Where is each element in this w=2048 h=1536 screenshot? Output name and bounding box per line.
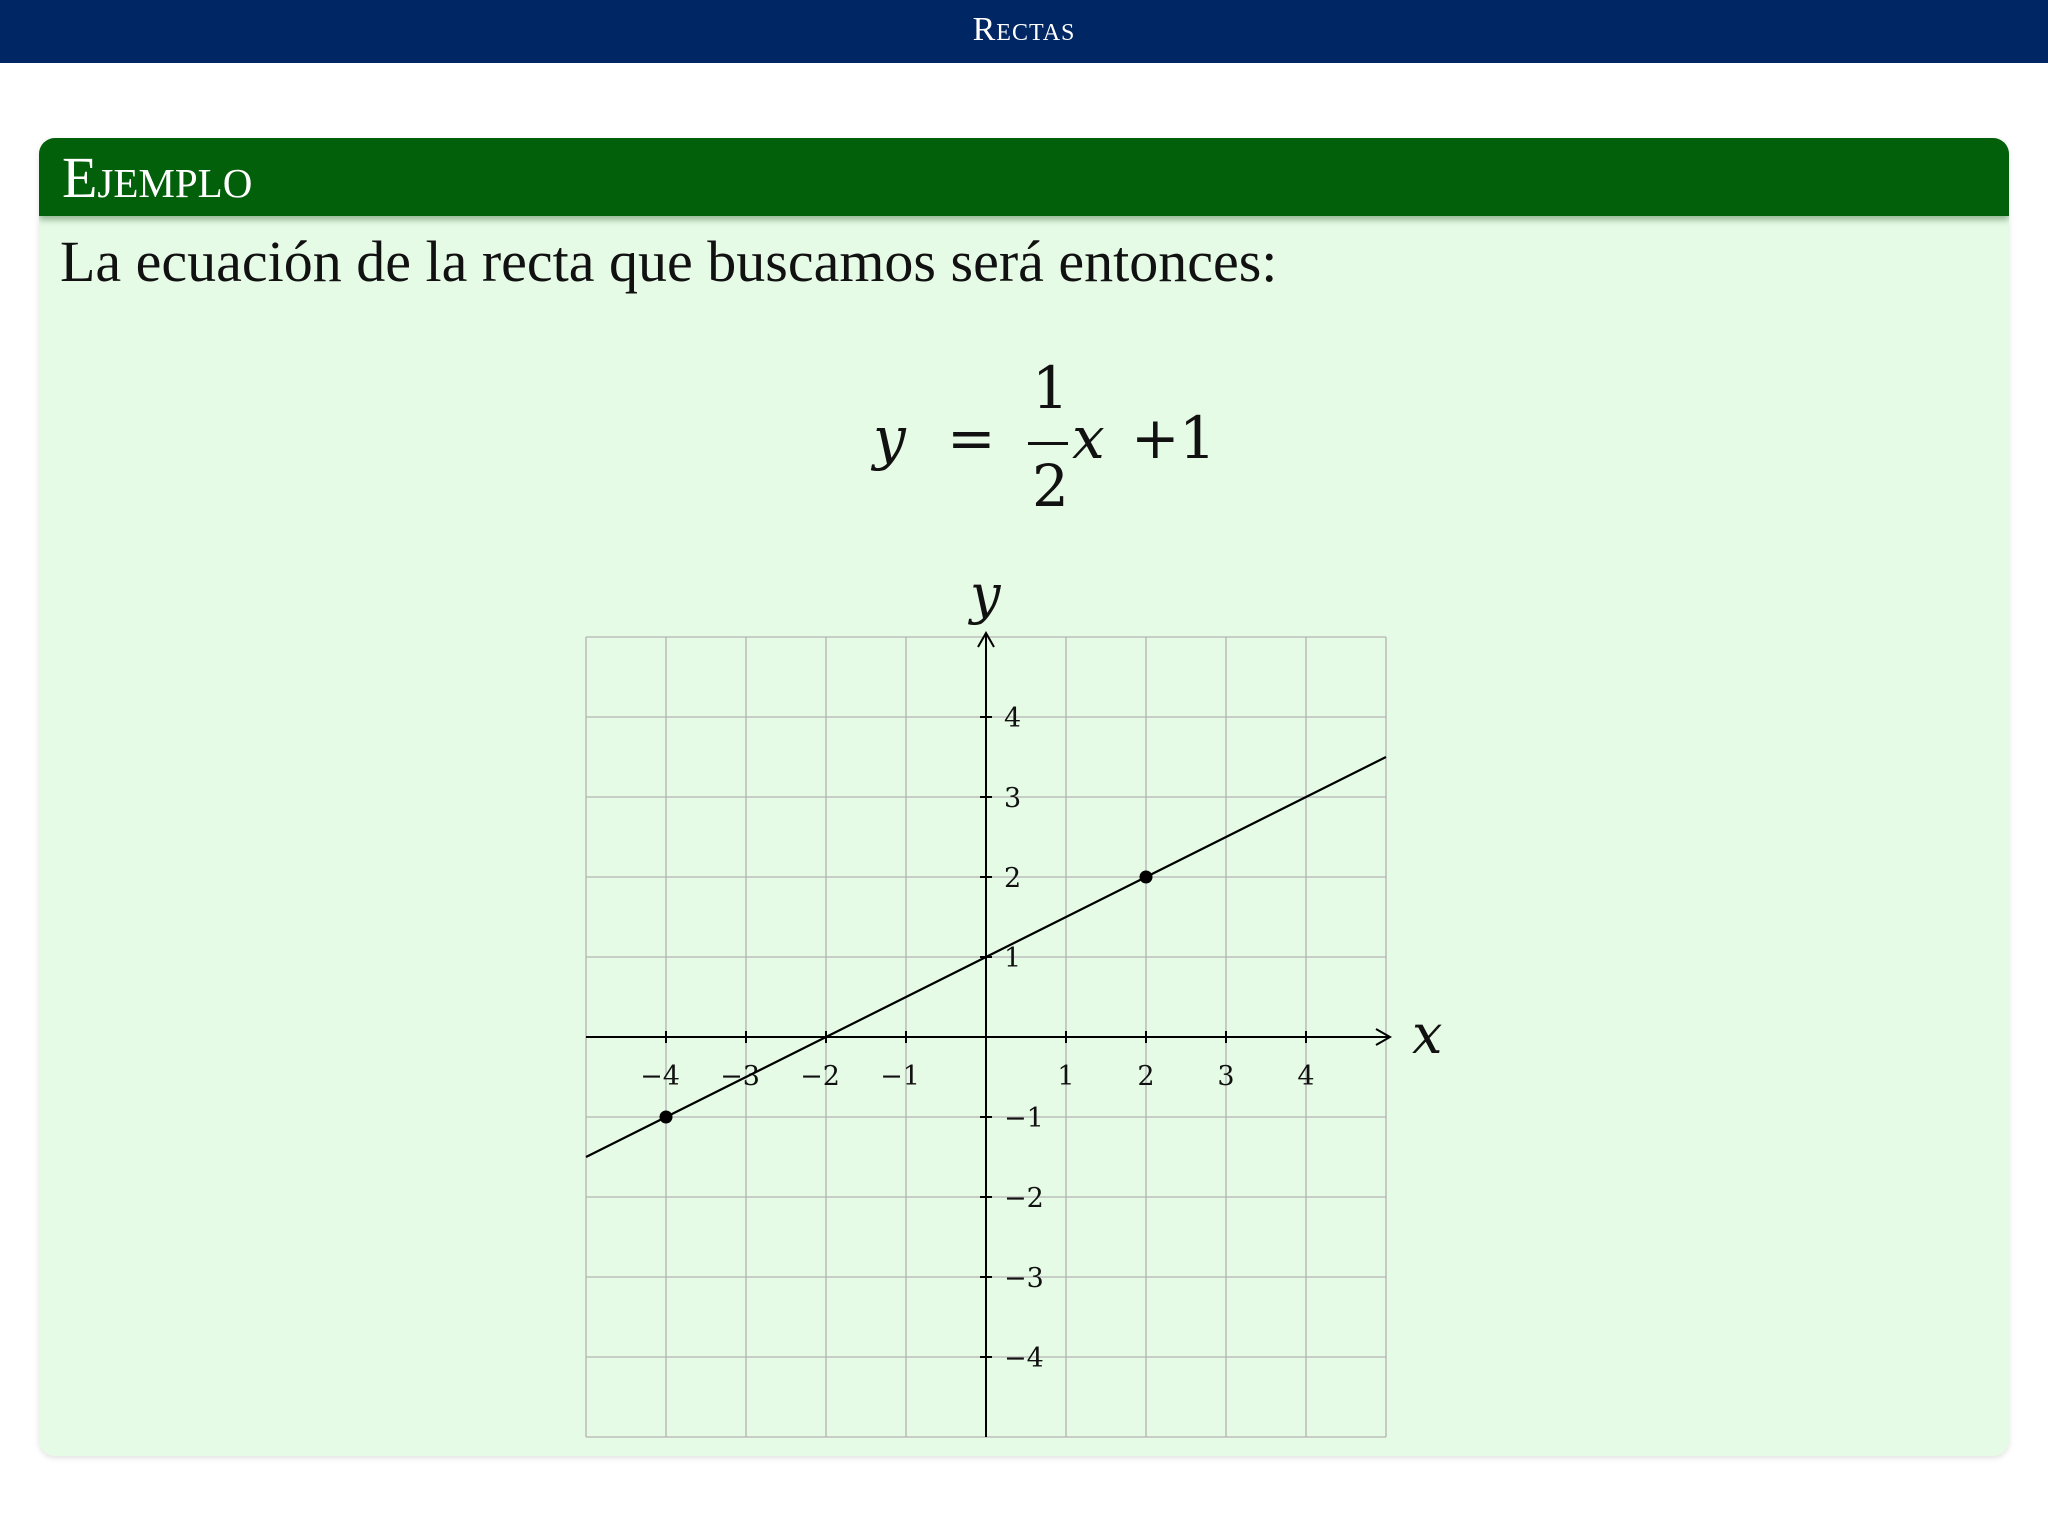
- y-axis-title: y: [970, 563, 1001, 626]
- section-title: Rectas: [972, 11, 1076, 48]
- y-tick-label: −4: [1004, 1343, 1044, 1374]
- equation-plus: +: [1131, 404, 1180, 472]
- y-tick-label: 2: [1004, 863, 1022, 894]
- block-title: Ejemplo: [62, 145, 253, 210]
- y-tick-label: 3: [1004, 783, 1022, 814]
- x-tick-label: −2: [800, 1061, 840, 1092]
- data-point: [660, 1111, 673, 1124]
- y-tick-label: 4: [1004, 703, 1022, 734]
- x-tick-label: −1: [880, 1061, 920, 1092]
- y-tick-label: −3: [1004, 1263, 1044, 1294]
- equation-constant: 1: [1179, 404, 1216, 472]
- x-axis-title: x: [1412, 1003, 1443, 1066]
- example-block: [39, 138, 2009, 1456]
- y-tick-label: 1: [1004, 943, 1022, 974]
- equation-variable: x: [1072, 404, 1105, 472]
- chart-ticks: [640, 703, 1315, 1374]
- equation-equals: =: [947, 404, 996, 472]
- y-tick-label: −1: [1004, 1103, 1044, 1134]
- top-bar: [0, 0, 2048, 63]
- data-point: [1140, 871, 1153, 884]
- x-tick-label: −4: [640, 1061, 680, 1092]
- equation-lhs: y: [873, 404, 906, 472]
- fraction-denominator: 2: [1032, 452, 1069, 520]
- x-tick-label: 2: [1137, 1061, 1155, 1092]
- intro-text: La ecuación de la recta que buscamos será entonces:: [60, 229, 1278, 294]
- x-tick-label: 4: [1297, 1061, 1315, 1092]
- line-chart: [39, 138, 2009, 1456]
- fraction-numerator: 1: [1032, 354, 1069, 422]
- x-tick-label: −3: [720, 1061, 760, 1092]
- x-tick-label: 3: [1217, 1061, 1235, 1092]
- y-tick-label: −2: [1004, 1183, 1044, 1214]
- chart-axes: [586, 633, 1390, 1437]
- x-tick-label: 1: [1057, 1061, 1075, 1092]
